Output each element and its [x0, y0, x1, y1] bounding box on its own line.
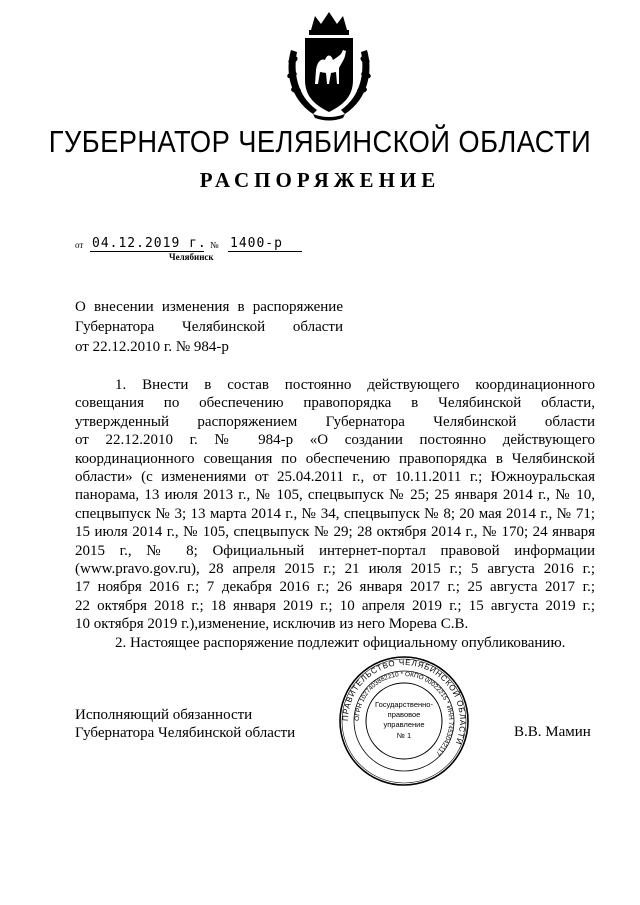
- number-prefix: №: [210, 240, 219, 250]
- coat-of-arms-icon: [283, 10, 375, 122]
- body-line: 17 ноября 2016 г.; 7 декабря 2016 г.; 26 января 2017 г.; 25 августа 2017 г.;: [75, 579, 595, 596]
- body-line: панорама, 13 июля 2013 г., № 105, спецвыпуск № 25; 25 января 2014 г., № 10,: [75, 487, 595, 504]
- body-line: 15 июля 2014 г., № 105, спецвыпуск № 29; 28 октября 2014 г., № 170; 24 января: [75, 524, 595, 541]
- stamp-middle-text: ОГРН 1027403882210 * ОКПО 00022215 * ИНН 7453042117: [353, 670, 455, 757]
- body-line: 10 октября 2019 г.),изменение, исключив из него Морева С.В.: [75, 616, 469, 633]
- body-line: 1. Внести в состав постоянно действующего координационного: [115, 377, 595, 393]
- issue-city: Челябинск: [169, 252, 214, 262]
- signer-position-line: Исполняющий обязанности: [75, 707, 253, 723]
- subject-line: Губернатора Челябинской области: [75, 319, 343, 335]
- document-body: [75, 376, 595, 652]
- stamp-outer-text: ПРАВИТЕЛЬСТВО ЧЕЛЯБИНСКОЙ ОБЛАСТИ: [340, 657, 468, 747]
- document-subject: [75, 297, 343, 357]
- stamp-center-line: управление: [383, 720, 425, 729]
- date-prefix: от: [75, 240, 84, 250]
- body-paragraph-2: 2. Настоящее распоряжение подлежит официальному опубликованию.: [115, 634, 566, 651]
- issuer-title: ГУБЕРНАТОР ЧЕЛЯБИНСКОЙ ОБЛАСТИ: [48, 124, 592, 159]
- body-line: утвержденный распоряжением Губернатора Челябинской области: [75, 413, 595, 430]
- signer-name: В.В. Мамин: [514, 724, 591, 740]
- body-line: совещания по обеспечению правопорядка в Челябинской области,: [75, 395, 595, 412]
- stamp-center-line: Государственно-: [375, 700, 433, 709]
- body-line: от 22.12.2010 г. № 984-р «О создании постоянно действующего: [75, 432, 595, 449]
- document-type: РАСПОРЯЖЕНИЕ: [199, 168, 441, 192]
- signer-position-line: Губернатора Челябинской области: [75, 725, 296, 741]
- signer-position: [75, 706, 295, 742]
- body-line: 22 октября 2018 г.; 18 января 2019 г.; 10 апреля 2019 г.; 15 августа 2019 г.;: [75, 597, 595, 614]
- body-line: 2015 г., № 8; Официальный интернет-портал правовой информации: [75, 542, 595, 559]
- body-line: спецвыпуск № 3; 13 марта 2014 г., № 34, спецвыпуск № 8; 20 мая 2014 г., № 71;: [75, 505, 595, 522]
- stamp-center-line: правовое: [387, 710, 421, 719]
- subject-line: О внесении изменения в распоряжение: [75, 299, 343, 315]
- document-date: 04.12.2019 г.: [92, 236, 207, 251]
- body-line: координационного совещания по обеспечению правопорядка в Челябинской: [75, 450, 595, 467]
- subject-line: от 22.12.2010 г. № 984-р: [75, 339, 229, 355]
- body-line: области» (с изменениями от 25.04.2011 г., от 10.11.2011 г.; Южноуральская: [75, 469, 595, 486]
- document-number: 1400-р: [228, 236, 302, 252]
- official-stamp: [338, 655, 470, 787]
- stamp-center-line: № 1: [396, 731, 412, 740]
- body-line: (www.pravo.gov.ru), 28 апреля 2015 г.; 21 июля 2015 г.; 5 августа 2016 г.;: [75, 561, 595, 578]
